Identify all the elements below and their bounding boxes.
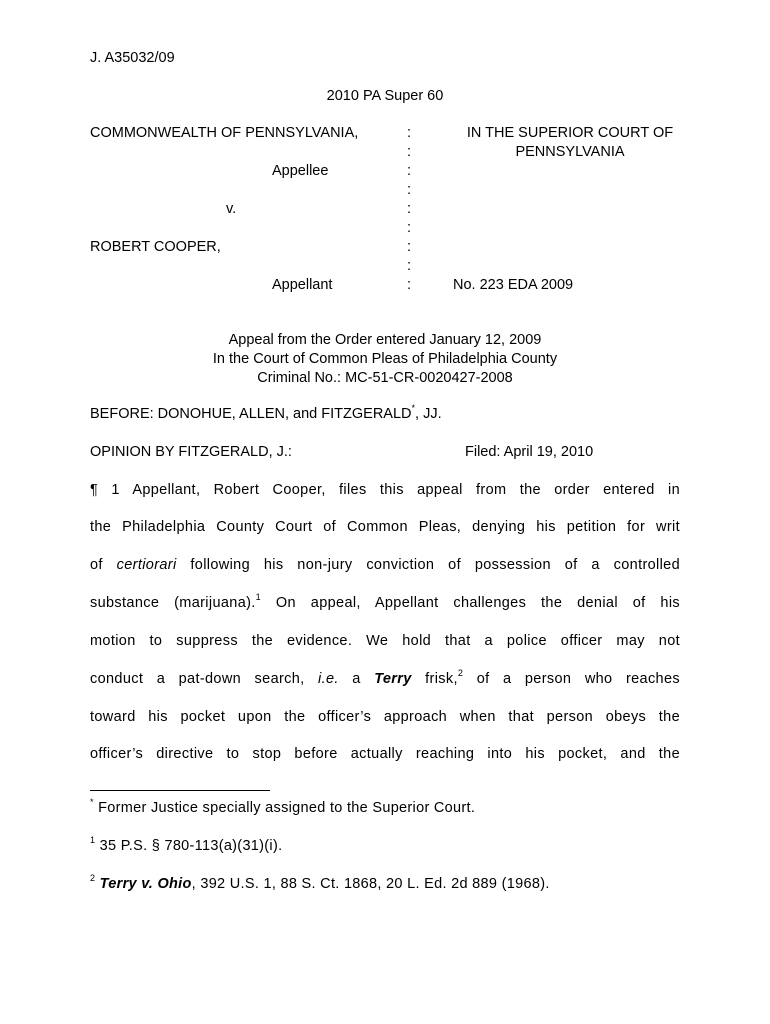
caption-colon: : xyxy=(407,201,412,217)
caption-colon: : xyxy=(407,182,412,198)
panel-line xyxy=(90,403,442,422)
caption-colon: : xyxy=(407,163,412,179)
panel-suffix: , JJ. xyxy=(415,406,442,422)
case-name-terry-v-ohio: Terry v. Ohio xyxy=(99,876,192,892)
caption-colon: : xyxy=(407,220,412,236)
reporter-citation: 2010 PA Super 60 xyxy=(326,88,444,104)
italic-term: i.e. xyxy=(318,671,339,687)
footnote-text: Former Justice specially assigned to the Superior Court. xyxy=(93,800,476,816)
footnote-ref-2: 2 xyxy=(457,668,464,679)
text-run: conduct a pat-down search, xyxy=(90,671,319,687)
caption-colon: : xyxy=(407,144,412,160)
panel-judges: BEFORE: DONOHUE, ALLEN, and FITZGERALD xyxy=(90,406,412,422)
caption-colon: : xyxy=(407,258,412,274)
appeal-line-2: In the Court of Common Pleas of Philadelphia County xyxy=(212,351,558,367)
footnote-mark: 1 xyxy=(90,835,96,846)
versus: v. xyxy=(226,201,237,217)
text-run: following his non-jury conviction of possession of a controlled xyxy=(176,557,681,573)
caption-colon: : xyxy=(407,239,412,255)
text-run: frisk, xyxy=(411,671,458,687)
footnote-text: 35 P.S. § 780-113(a)(31)(i). xyxy=(95,838,283,854)
filed-date: Filed: April 19, 2010 xyxy=(465,444,594,460)
text-run: a xyxy=(338,671,375,687)
docket-number: J. A35032/09 xyxy=(90,50,175,66)
body-line xyxy=(90,557,680,573)
italic-term: certiorari xyxy=(116,557,177,573)
party2-role: Appellant xyxy=(272,277,333,293)
footnote-ref-star: * xyxy=(411,403,416,414)
caption-colon: : xyxy=(407,125,412,141)
party-commonwealth: COMMONWEALTH OF PENNSYLVANIA, xyxy=(90,125,359,141)
body-line xyxy=(90,668,680,687)
case-number: No. 223 EDA 2009 xyxy=(453,277,574,293)
body-line: toward his pocket upon the officer’s approach when that person obeys the xyxy=(90,709,680,725)
text-run: of a person who reaches xyxy=(463,671,680,687)
caption-colon: : xyxy=(407,277,412,293)
case-name-terry: Terry xyxy=(374,671,412,687)
footnote-2 xyxy=(90,873,550,892)
footnote-mark: * xyxy=(90,797,94,808)
footnote-text: , 392 U.S. 1, 88 S. Ct. 1868, 20 L. Ed. 2d 889 (1968). xyxy=(191,876,550,892)
body-line xyxy=(90,592,680,611)
court-name-line1: IN THE SUPERIOR COURT OF xyxy=(466,125,674,141)
party1-role: Appellee xyxy=(272,163,329,179)
footnote-star xyxy=(90,797,476,816)
party-cooper: ROBERT COOPER, xyxy=(90,239,221,255)
text-run: substance (marijuana). xyxy=(90,595,256,611)
body-line: the Philadelphia County Court of Common Pleas, denying his petition for writ xyxy=(90,519,680,535)
appeal-line-3: Criminal No.: MC-51-CR-0020427-2008 xyxy=(257,370,513,386)
footnote-divider xyxy=(90,790,270,791)
opinion-author: OPINION BY FITZGERALD, J.: xyxy=(90,444,292,460)
body-line: officer’s directive to stop before actually reaching into his pocket, and the xyxy=(90,746,680,762)
footnote-1 xyxy=(90,835,283,854)
footnote-mark: 2 xyxy=(90,873,96,884)
appeal-line-1: Appeal from the Order entered January 12, 2009 xyxy=(228,332,542,348)
court-name-line2: PENNSYLVANIA xyxy=(515,144,625,160)
body-line: ¶ 1 Appellant, Robert Cooper, files this appeal from the order entered in xyxy=(90,482,680,498)
footnote-ref-1: 1 xyxy=(255,592,262,603)
text-run: of xyxy=(90,557,117,573)
body-line: motion to suppress the evidence. We hold that a police officer may not xyxy=(90,633,680,649)
text-run: On appeal, Appellant challenges the denial of his xyxy=(261,595,680,611)
